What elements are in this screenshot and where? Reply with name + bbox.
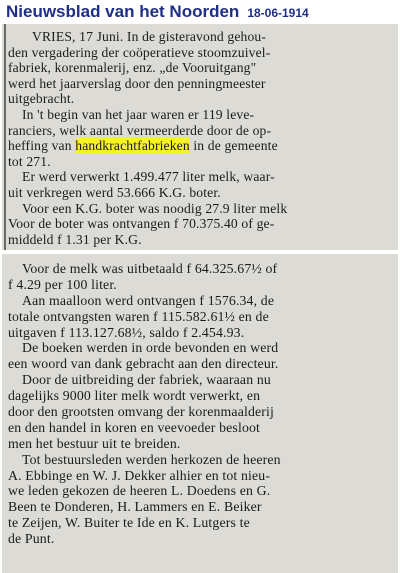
article-line: werd het jaarverslag door den penningmeester: [8, 75, 266, 91]
article-line: te Zeijen, W. Buiter te Ide en K. Lutgers te: [8, 515, 250, 531]
article-clipping-top: [2, 24, 398, 250]
article-line: een woord van dank gebracht aan den directeur.: [8, 356, 279, 372]
article-line: Tot bestuursleden werden herkozen de heeren: [22, 451, 281, 467]
article-line: Aan maalloon werd ontvangen f 1576.34, de: [22, 292, 275, 308]
article-line: f 4.29 per 100 liter.: [8, 276, 117, 292]
article-line: Voor de melk was uitbetaald f 64.325.67½ of: [22, 261, 278, 276]
article-line: en den handel in koren en veevoeder besloot: [8, 419, 261, 435]
article-line: tot 271.: [8, 153, 51, 169]
article-line: totale ontvangsten waren f 115.582.61½ en de: [8, 308, 269, 324]
article-line: middeld f 1.31 per K.G.: [8, 231, 142, 247]
newspaper-title: Nieuwsblad van het Noorden: [6, 2, 240, 21]
highlighted-search-term: handkrachtfabrieken: [75, 138, 190, 154]
article-line: Er werd verwerkt 1.499.477 liter melk, waar-: [22, 169, 275, 185]
article-line: A. Ebbinge en W. J. Dekker alhier en tot nieu-: [8, 467, 271, 483]
article-line: VRIES, 17 Juni. In de gisteravond gehou-: [32, 29, 267, 44]
article-line: dagelijks 9000 liter melk wordt verwerkt, en: [8, 388, 261, 404]
article-line: we leden gekozen de heeren L. Doedens en G.: [8, 483, 271, 499]
article-line: De boeken werden in orde bevonden en werd: [22, 340, 279, 356]
article-line: de Punt.: [8, 531, 55, 547]
article-line: uitgebracht.: [8, 91, 75, 107]
article-line: Voor de boter was ontvangen f 70.375.40 of ge-: [8, 216, 275, 232]
article-line: heffing van handkrachtfabrieken in de gemeente: [8, 138, 278, 154]
article-line: In 't begin van het jaar waren er 119 leve-: [22, 106, 255, 122]
article-line: ranciers, welk aantal vermeerderde door de op-: [8, 122, 272, 138]
article-line: uit verkregen werd 53.666 K.G. boter.: [8, 184, 221, 200]
page-header: [6, 2, 309, 24]
article-line: fabriek, korenmalerij, enz. „de Vooruitgang": [8, 60, 257, 76]
publication-date: 18-06-1914: [247, 6, 309, 20]
article-line: Been te Donderen, H. Lammers en E. Beiker: [8, 499, 262, 515]
article-clipping-bottom: [2, 254, 398, 573]
article-line: Door de uitbreiding der fabriek, waaraan nu: [22, 372, 271, 388]
article-line: den vergadering der coöperatieve stoomzuivel-: [8, 44, 271, 60]
article-line: men het bestuur uit te breiden.: [8, 435, 181, 451]
article-line: door den grootsten omvang der korenmaalderij: [8, 404, 274, 420]
article-line: uitgaven f 113.127.68½, saldo f 2.454.93.: [8, 324, 245, 340]
article-line: Voor een K.G. boter was noodig 27.9 liter melk: [22, 200, 288, 216]
